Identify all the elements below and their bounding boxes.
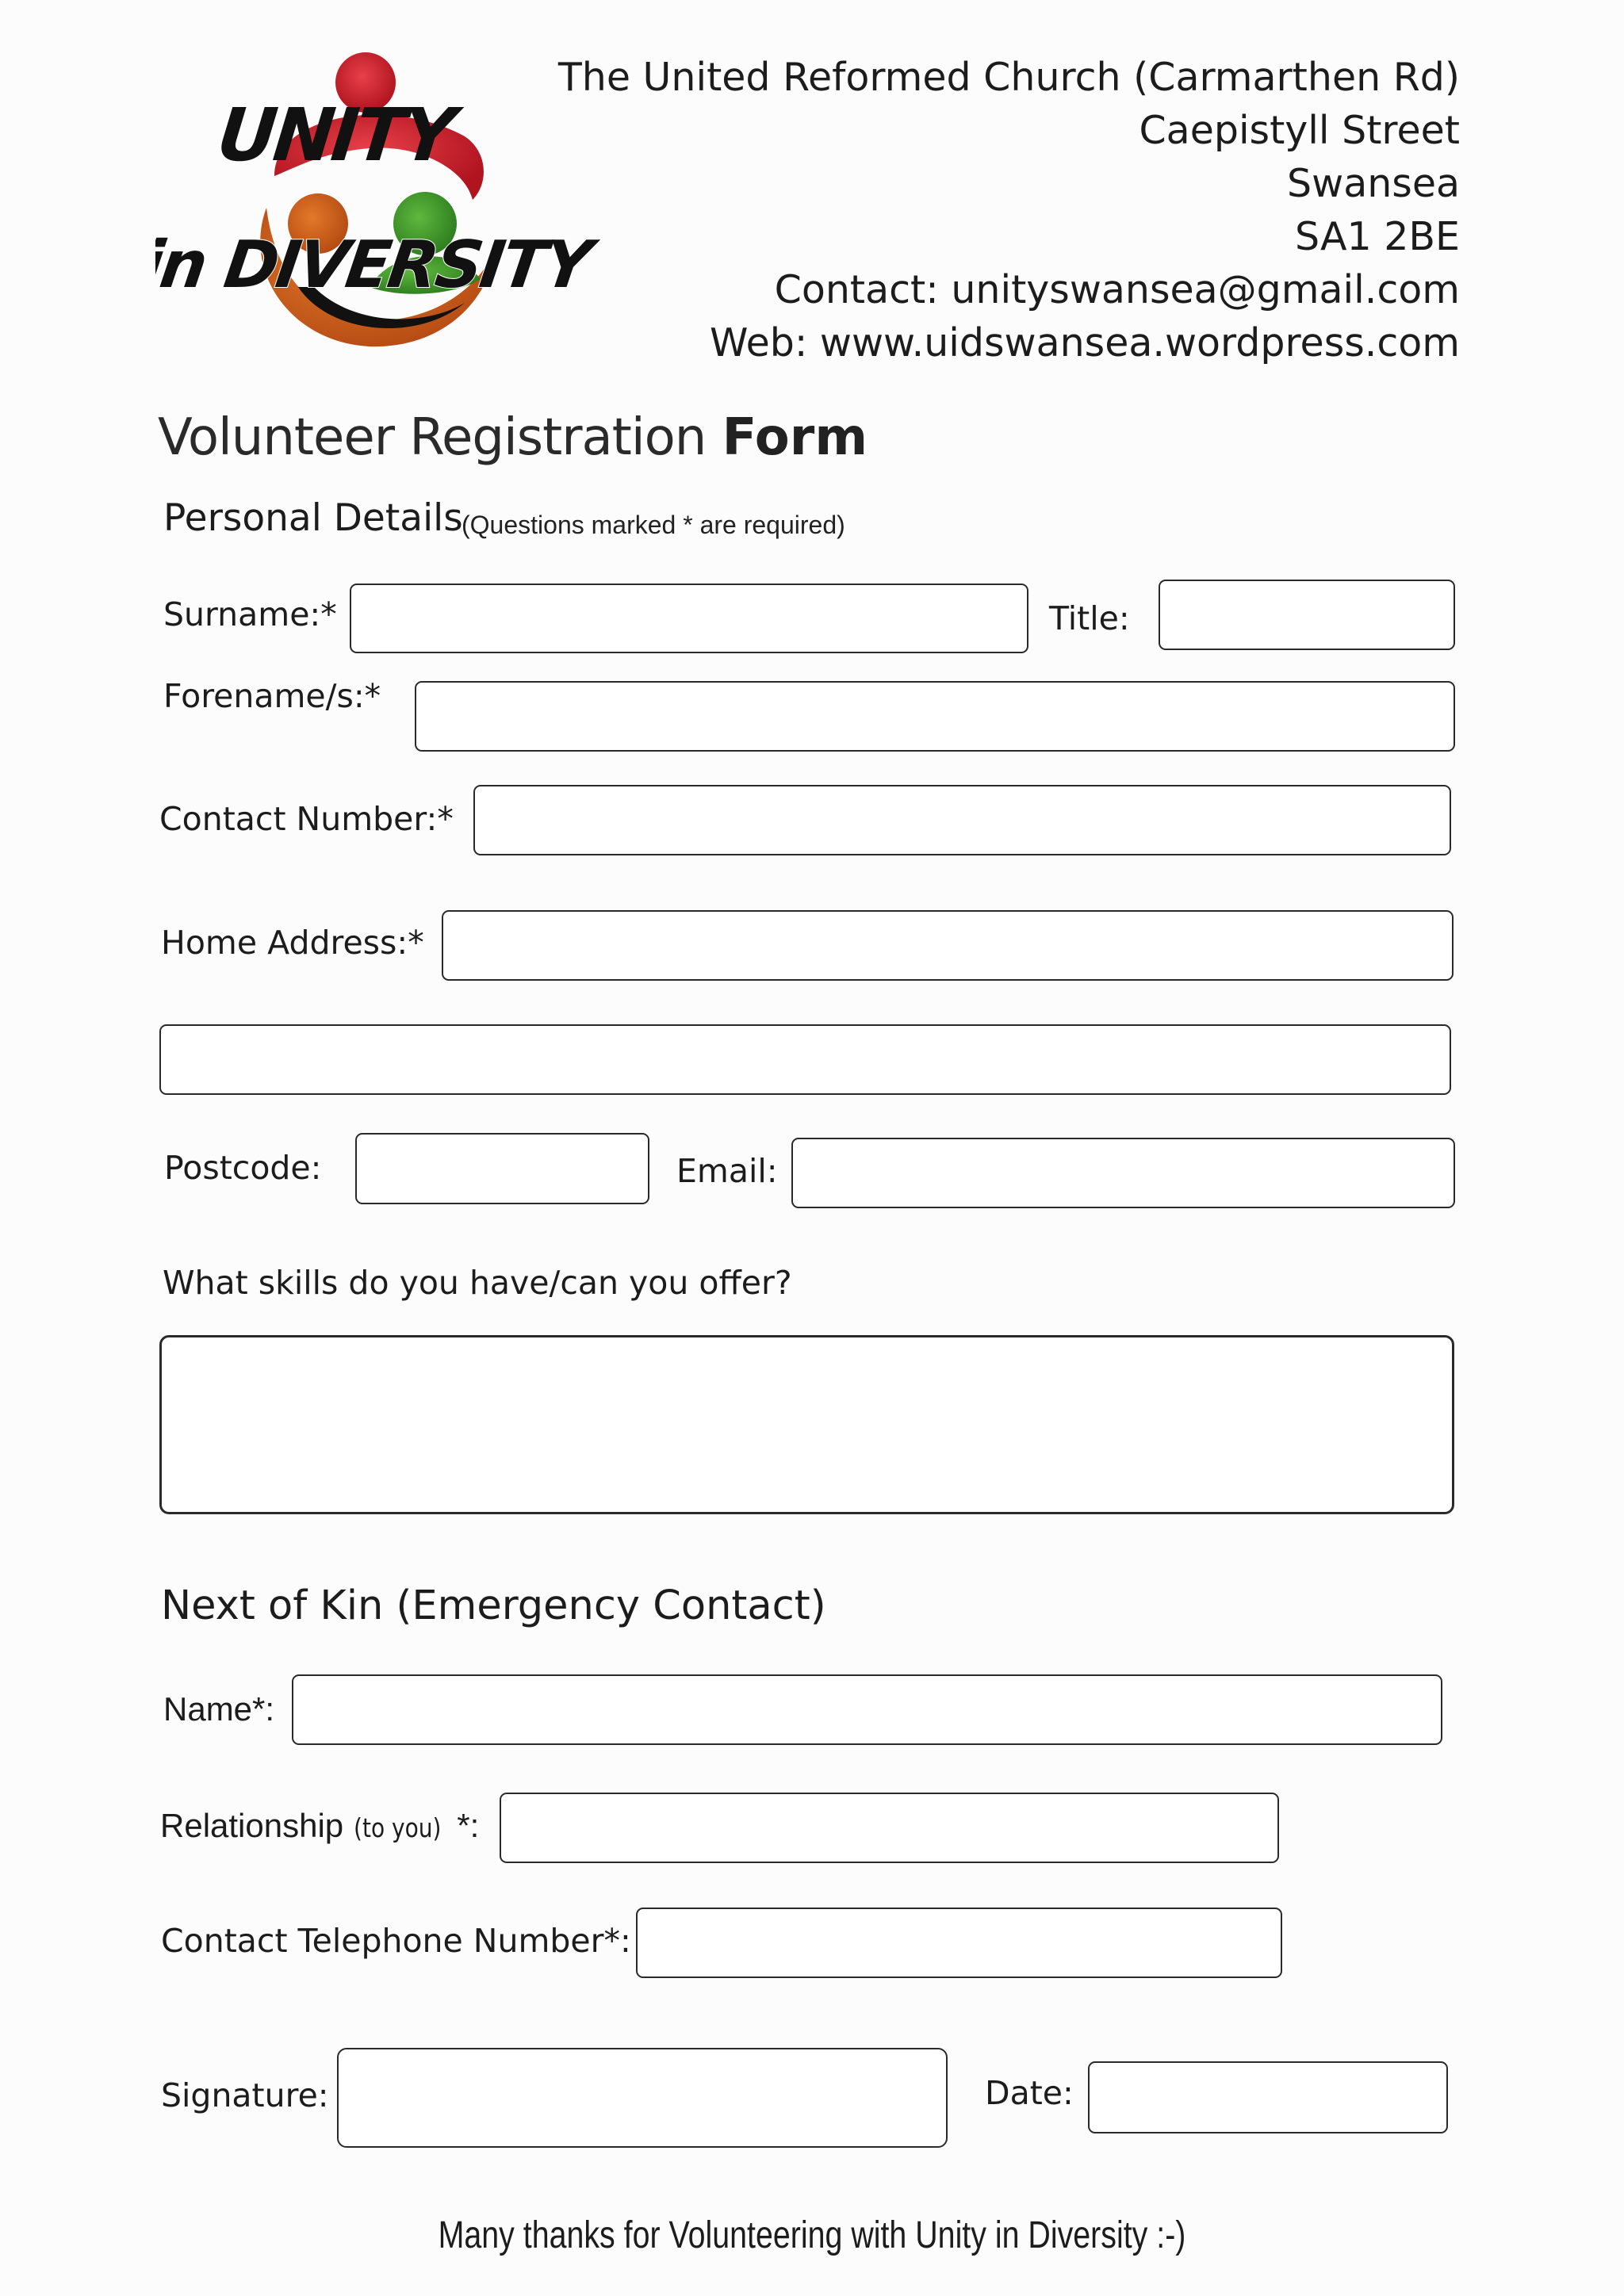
section-heading-next-of-kin: Next of Kin (Emergency Contact) [161, 1582, 826, 1629]
required-fields-note: (Questions marked * are required) [462, 511, 845, 539]
date-field[interactable] [1088, 2061, 1448, 2133]
email-label: Email: [676, 1152, 778, 1190]
title-label: Title: [1049, 599, 1130, 637]
signature-box[interactable] [337, 2048, 948, 2148]
forename-label: Forename/s:* [163, 677, 381, 715]
home-address-line1-field[interactable] [442, 910, 1454, 981]
kin-relationship-field[interactable] [500, 1793, 1279, 1863]
kin-relationship-label [160, 1807, 479, 1847]
organization-address [429, 51, 1460, 369]
logo-text-unity: UNITY [213, 92, 457, 178]
postcode-field[interactable] [355, 1133, 649, 1204]
kin-telephone-label: Contact Telephone Number*: [161, 1922, 631, 1960]
form-title [158, 406, 868, 469]
contact-number-label: Contact Number:* [159, 800, 454, 838]
home-address-label: Home Address:* [161, 924, 424, 962]
kin-relationship-required-mark: *: [457, 1807, 480, 1844]
skills-textarea[interactable] [159, 1335, 1454, 1514]
kin-relationship-hint: (to you) [354, 1812, 442, 1843]
surname-field[interactable] [350, 584, 1028, 653]
kin-name-field[interactable] [292, 1674, 1442, 1745]
form-title-bold: Form [722, 408, 868, 467]
postcode-label: Postcode: [164, 1149, 322, 1187]
form-title-main: Volunteer Registration [158, 408, 707, 467]
section-heading-personal-details: Personal Details [163, 496, 463, 540]
address-line-city: Swansea [1287, 161, 1460, 206]
address-line-church: The United Reformed Church (Carmarthen Rd) [557, 55, 1460, 100]
kin-telephone-field[interactable] [636, 1908, 1282, 1978]
forename-field[interactable] [415, 681, 1455, 752]
email-field[interactable] [791, 1138, 1455, 1208]
home-address-line2-field[interactable] [159, 1024, 1451, 1095]
address-line-website: Web: www.uidswansea.wordpress.com [709, 320, 1460, 365]
contact-number-field[interactable] [473, 785, 1451, 855]
address-line-postcode: SA1 2BE [1294, 214, 1460, 259]
logo-text-in-diversity: in DIVERSITY [155, 228, 595, 303]
signature-label: Signature: [161, 2076, 329, 2114]
address-line-street: Caepistyll Street [1139, 108, 1460, 153]
kin-relationship-label-text: Relationship [160, 1807, 344, 1844]
address-line-contact-email: Contact: unityswansea@gmail.com [774, 267, 1460, 312]
kin-name-label: Name*: [163, 1690, 275, 1728]
title-field[interactable] [1159, 580, 1455, 650]
skills-question-label: What skills do you have/can you offer? [163, 1264, 792, 1302]
surname-label: Surname:* [163, 595, 337, 633]
thank-you-message: Many thanks for Volunteering with Unity in Diversity :-) [438, 2214, 1186, 2256]
date-label: Date: [985, 2074, 1074, 2112]
